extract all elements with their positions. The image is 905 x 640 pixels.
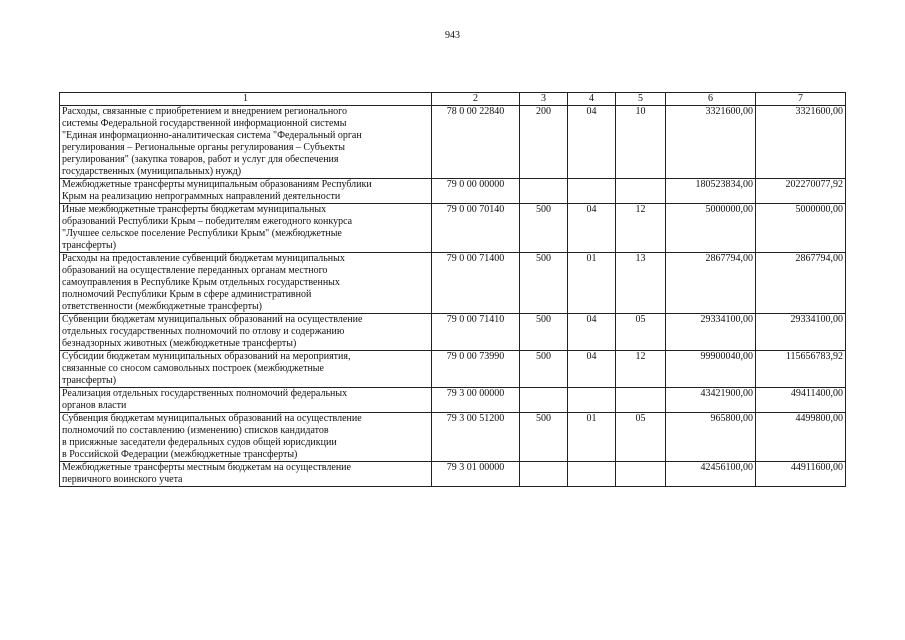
description-line: Крым на реализацию непрограммных направлений деятельности	[62, 191, 341, 202]
cell-vr	[520, 388, 568, 413]
cell-sum2: 115656783,92	[756, 351, 846, 388]
cell-csr: 79 0 00 70140	[432, 204, 520, 253]
cell-sum2: 49411400,00	[756, 388, 846, 413]
cell-vr: 500	[520, 253, 568, 314]
description-line: Субсидии бюджетам муниципальных образований на мероприятия,	[62, 351, 351, 362]
description-line: самоуправления в Республике Крым отдельных государственных	[62, 277, 340, 288]
description-line: в Российской Федерации (межбюджетные трансферты)	[62, 449, 298, 460]
cell-vr: 500	[520, 314, 568, 351]
description-line: Межбюджетные трансферты местным бюджетам на осуществление	[62, 462, 351, 473]
cell-sum1: 43421900,00	[666, 388, 756, 413]
description-line: Субвенция бюджетам муниципальных образований на осуществление	[62, 413, 362, 424]
cell-pr: 05	[616, 413, 666, 462]
cell-pr	[616, 462, 666, 487]
table-row	[60, 204, 846, 253]
cell-csr: 79 0 00 71400	[432, 253, 520, 314]
description-line: полномочий по составлению (изменению) списков кандидатов	[62, 425, 329, 436]
cell-pr	[616, 388, 666, 413]
description-line: системы Федеральной государственной информационной системы	[62, 118, 347, 129]
description-line: Межбюджетные трансферты муниципальным образованиям Республики	[62, 179, 372, 190]
cell-sum2: 4499800,00	[756, 413, 846, 462]
cell-vr	[520, 179, 568, 204]
row-description	[60, 351, 432, 388]
budget-table	[59, 92, 846, 487]
description-line: связанные со сносом самовольных построек (межбюджетные	[62, 363, 324, 374]
row-description	[60, 413, 432, 462]
cell-csr: 78 0 00 22840	[432, 106, 520, 179]
cell-sum2: 5000000,00	[756, 204, 846, 253]
column-header-6: 6	[666, 93, 756, 106]
table-row	[60, 179, 846, 204]
description-line: Расходы, связанные с приобретением и внедрением регионального	[62, 106, 348, 117]
cell-sum1: 99900040,00	[666, 351, 756, 388]
cell-rz	[568, 462, 616, 487]
description-line: безнадзорных животных (межбюджетные трансферты)	[62, 338, 297, 349]
cell-pr: 13	[616, 253, 666, 314]
cell-pr: 12	[616, 204, 666, 253]
cell-rz: 01	[568, 413, 616, 462]
column-header-2: 2	[432, 93, 520, 106]
cell-csr: 79 3 00 00000	[432, 388, 520, 413]
cell-rz: 01	[568, 253, 616, 314]
table-row	[60, 413, 846, 462]
row-description	[60, 314, 432, 351]
description-line: ответственности (межбюджетные трансферты)	[62, 301, 263, 312]
description-line: Реализация отдельных государственных полномочий федеральных	[62, 388, 348, 399]
table-row	[60, 314, 846, 351]
cell-vr: 200	[520, 106, 568, 179]
description-line: "Единая информационно-аналитическая система "Федеральный орган	[62, 130, 362, 141]
cell-sum1: 3321600,00	[666, 106, 756, 179]
cell-pr	[616, 179, 666, 204]
description-line: отдельных государственных полномочий по отлову и содержанию	[62, 326, 345, 337]
cell-vr	[520, 462, 568, 487]
cell-sum2: 44911600,00	[756, 462, 846, 487]
row-description	[60, 179, 432, 204]
cell-csr: 79 0 00 73990	[432, 351, 520, 388]
description-line: Иные межбюджетные трансферты бюджетам муниципальных	[62, 204, 327, 215]
cell-sum1: 180523834,00	[666, 179, 756, 204]
table-row	[60, 351, 846, 388]
description-line: образований Республики Крым – победителям ежегодного конкурса	[62, 216, 353, 227]
description-line: органов власти	[62, 400, 127, 411]
column-header-1: 1	[60, 93, 432, 106]
column-header-5: 5	[616, 93, 666, 106]
cell-rz: 04	[568, 204, 616, 253]
description-line: полномочий Республики Крым в сфере административной	[62, 289, 312, 300]
cell-csr: 79 3 00 51200	[432, 413, 520, 462]
cell-sum2: 3321600,00	[756, 106, 846, 179]
row-description	[60, 253, 432, 314]
table-row	[60, 388, 846, 413]
cell-rz: 04	[568, 106, 616, 179]
description-line: трансферты)	[62, 240, 117, 251]
cell-rz	[568, 388, 616, 413]
column-header-4: 4	[568, 93, 616, 106]
cell-sum2: 2867794,00	[756, 253, 846, 314]
table-body	[60, 106, 846, 487]
header-row	[60, 93, 846, 106]
cell-pr: 05	[616, 314, 666, 351]
cell-vr: 500	[520, 351, 568, 388]
cell-csr: 79 0 00 71410	[432, 314, 520, 351]
table-row	[60, 253, 846, 314]
cell-pr: 12	[616, 351, 666, 388]
cell-rz	[568, 179, 616, 204]
description-line: первичного воинского учета	[62, 474, 183, 485]
cell-vr: 500	[520, 413, 568, 462]
row-description	[60, 388, 432, 413]
description-line: "Лучшее сельское поселение Республики Крым" (межбюджетные	[62, 228, 342, 239]
cell-rz: 04	[568, 351, 616, 388]
table-row	[60, 106, 846, 179]
row-description	[60, 106, 432, 179]
row-description	[60, 462, 432, 487]
cell-sum2: 202270077,92	[756, 179, 846, 204]
cell-vr: 500	[520, 204, 568, 253]
row-description	[60, 204, 432, 253]
description-line: Расходы на предоставление субвенций бюджетам муниципальных	[62, 253, 345, 264]
cell-sum1: 29334100,00	[666, 314, 756, 351]
cell-sum1: 965800,00	[666, 413, 756, 462]
cell-csr: 79 3 01 00000	[432, 462, 520, 487]
cell-csr: 79 0 00 00000	[432, 179, 520, 204]
description-line: Субвенции бюджетам муниципальных образований на осуществление	[62, 314, 363, 325]
description-line: государственных (муниципальных) нужд)	[62, 166, 242, 177]
cell-sum1: 42456100,00	[666, 462, 756, 487]
cell-rz: 04	[568, 314, 616, 351]
description-line: образований на осуществление переданных органам местного	[62, 265, 328, 276]
cell-pr: 10	[616, 106, 666, 179]
description-line: в присяжные заседатели федеральных судов общей юрисдикции	[62, 437, 337, 448]
column-header-3: 3	[520, 93, 568, 106]
cell-sum1: 2867794,00	[666, 253, 756, 314]
page-number: 943	[445, 30, 460, 41]
description-line: регулирования" (закупка товаров, работ и услуг для обеспечения	[62, 154, 339, 165]
column-header-7: 7	[756, 93, 846, 106]
description-line: регулирования – Региональные органы регулирования – Субъекты	[62, 142, 345, 153]
cell-sum2: 29334100,00	[756, 314, 846, 351]
description-line: трансферты)	[62, 375, 117, 386]
cell-sum1: 5000000,00	[666, 204, 756, 253]
table-row	[60, 462, 846, 487]
